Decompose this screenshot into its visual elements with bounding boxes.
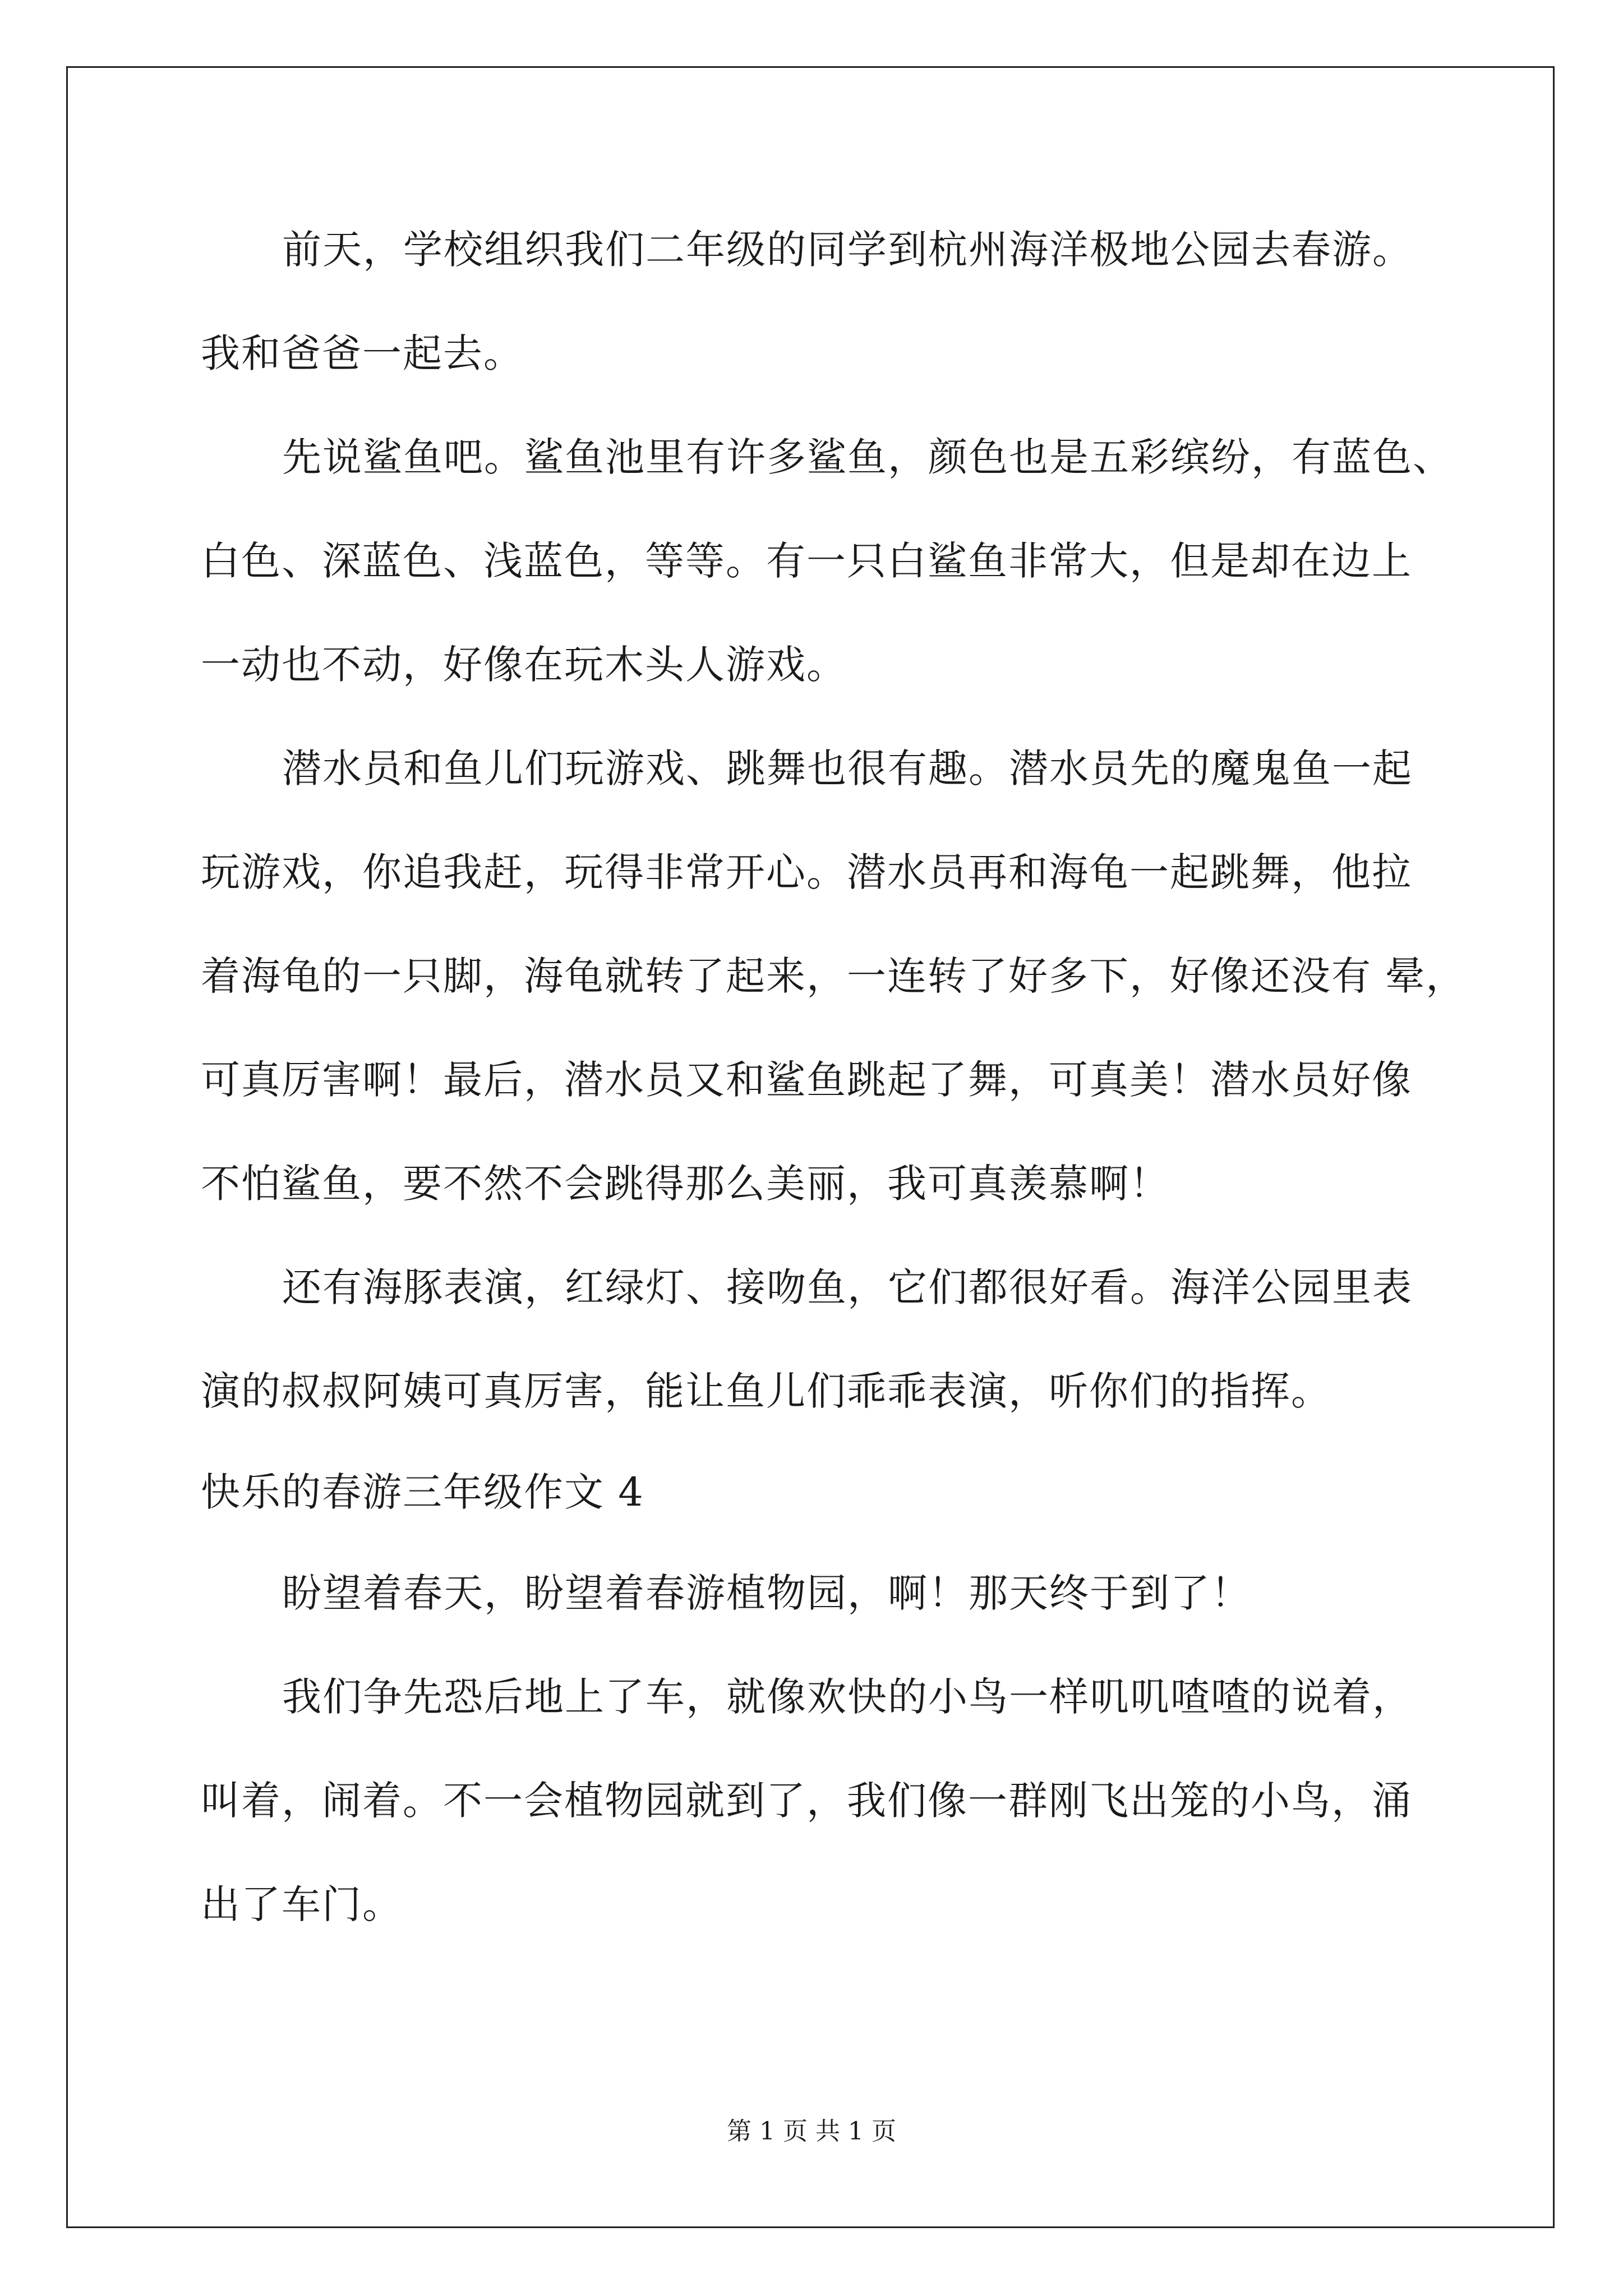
paragraph-3-line-1: 潜水员和鱼儿们玩游戏、跳舞也很有趣。潜水员先的魔鬼鱼一起	[282, 746, 1413, 792]
paragraph-1-line-1: 前天，学校组织我们二年级的同学到杭州海洋极地公园去春游。	[282, 227, 1413, 273]
paragraph-4-line-1: 还有海豚表演，红绿灯、接吻鱼，它们都很好看。海洋公园里表	[282, 1264, 1413, 1310]
section-heading: 快乐的春游三年级作文 4	[201, 1469, 644, 1515]
paragraph-2-line-1: 先说鲨鱼吧。鲨鱼池里有许多鲨鱼，颜色也是五彩缤纷，有蓝色、	[282, 434, 1453, 480]
paragraph-2-line-3: 一动也不动，好像在玩木头人游戏。	[201, 642, 847, 688]
paragraph-6-line-3: 出了车门。	[201, 1881, 403, 1927]
paragraph-2-line-2: 白色、深蓝色、浅蓝色，等等。有一只白鲨鱼非常大，但是却在边上	[201, 538, 1412, 584]
paragraph-4-line-2: 演的叔叔阿姨可真厉害，能让鱼儿们乖乖表演，听你们的指挥。	[201, 1368, 1331, 1414]
paragraph-5-line-1: 盼望着春天，盼望着春游植物园，啊！那天终于到了！	[282, 1570, 1251, 1616]
paragraph-3-line-2: 玩游戏，你追我赶，玩得非常开心。潜水员再和海龟一起跳舞，他拉	[201, 849, 1412, 895]
paragraph-3-line-5: 不怕鲨鱼，要不然不会跳得那么美丽，我可真羡慕啊！	[201, 1161, 1170, 1207]
paragraph-6-line-1: 我们争先恐后地上了车，就像欢快的小鸟一样叽叽喳喳的说着，	[282, 1674, 1413, 1720]
page-footer: 第 1 页 共 1 页	[727, 2117, 896, 2146]
paragraph-6-line-2: 叫着，闹着。不一会植物园就到了，我们像一群刚飞出笼的小鸟，涌	[201, 1778, 1412, 1824]
paragraph-3-line-3: 着海龟的一只脚，海龟就转了起来，一连转了好多下，好像还没有 晕，	[201, 953, 1467, 999]
paragraph-1-line-2: 我和爸爸一起去。	[201, 330, 524, 376]
paragraph-3-line-4: 可真厉害啊！最后，潜水员又和鲨鱼跳起了舞，可真美！潜水员好像	[201, 1057, 1412, 1103]
